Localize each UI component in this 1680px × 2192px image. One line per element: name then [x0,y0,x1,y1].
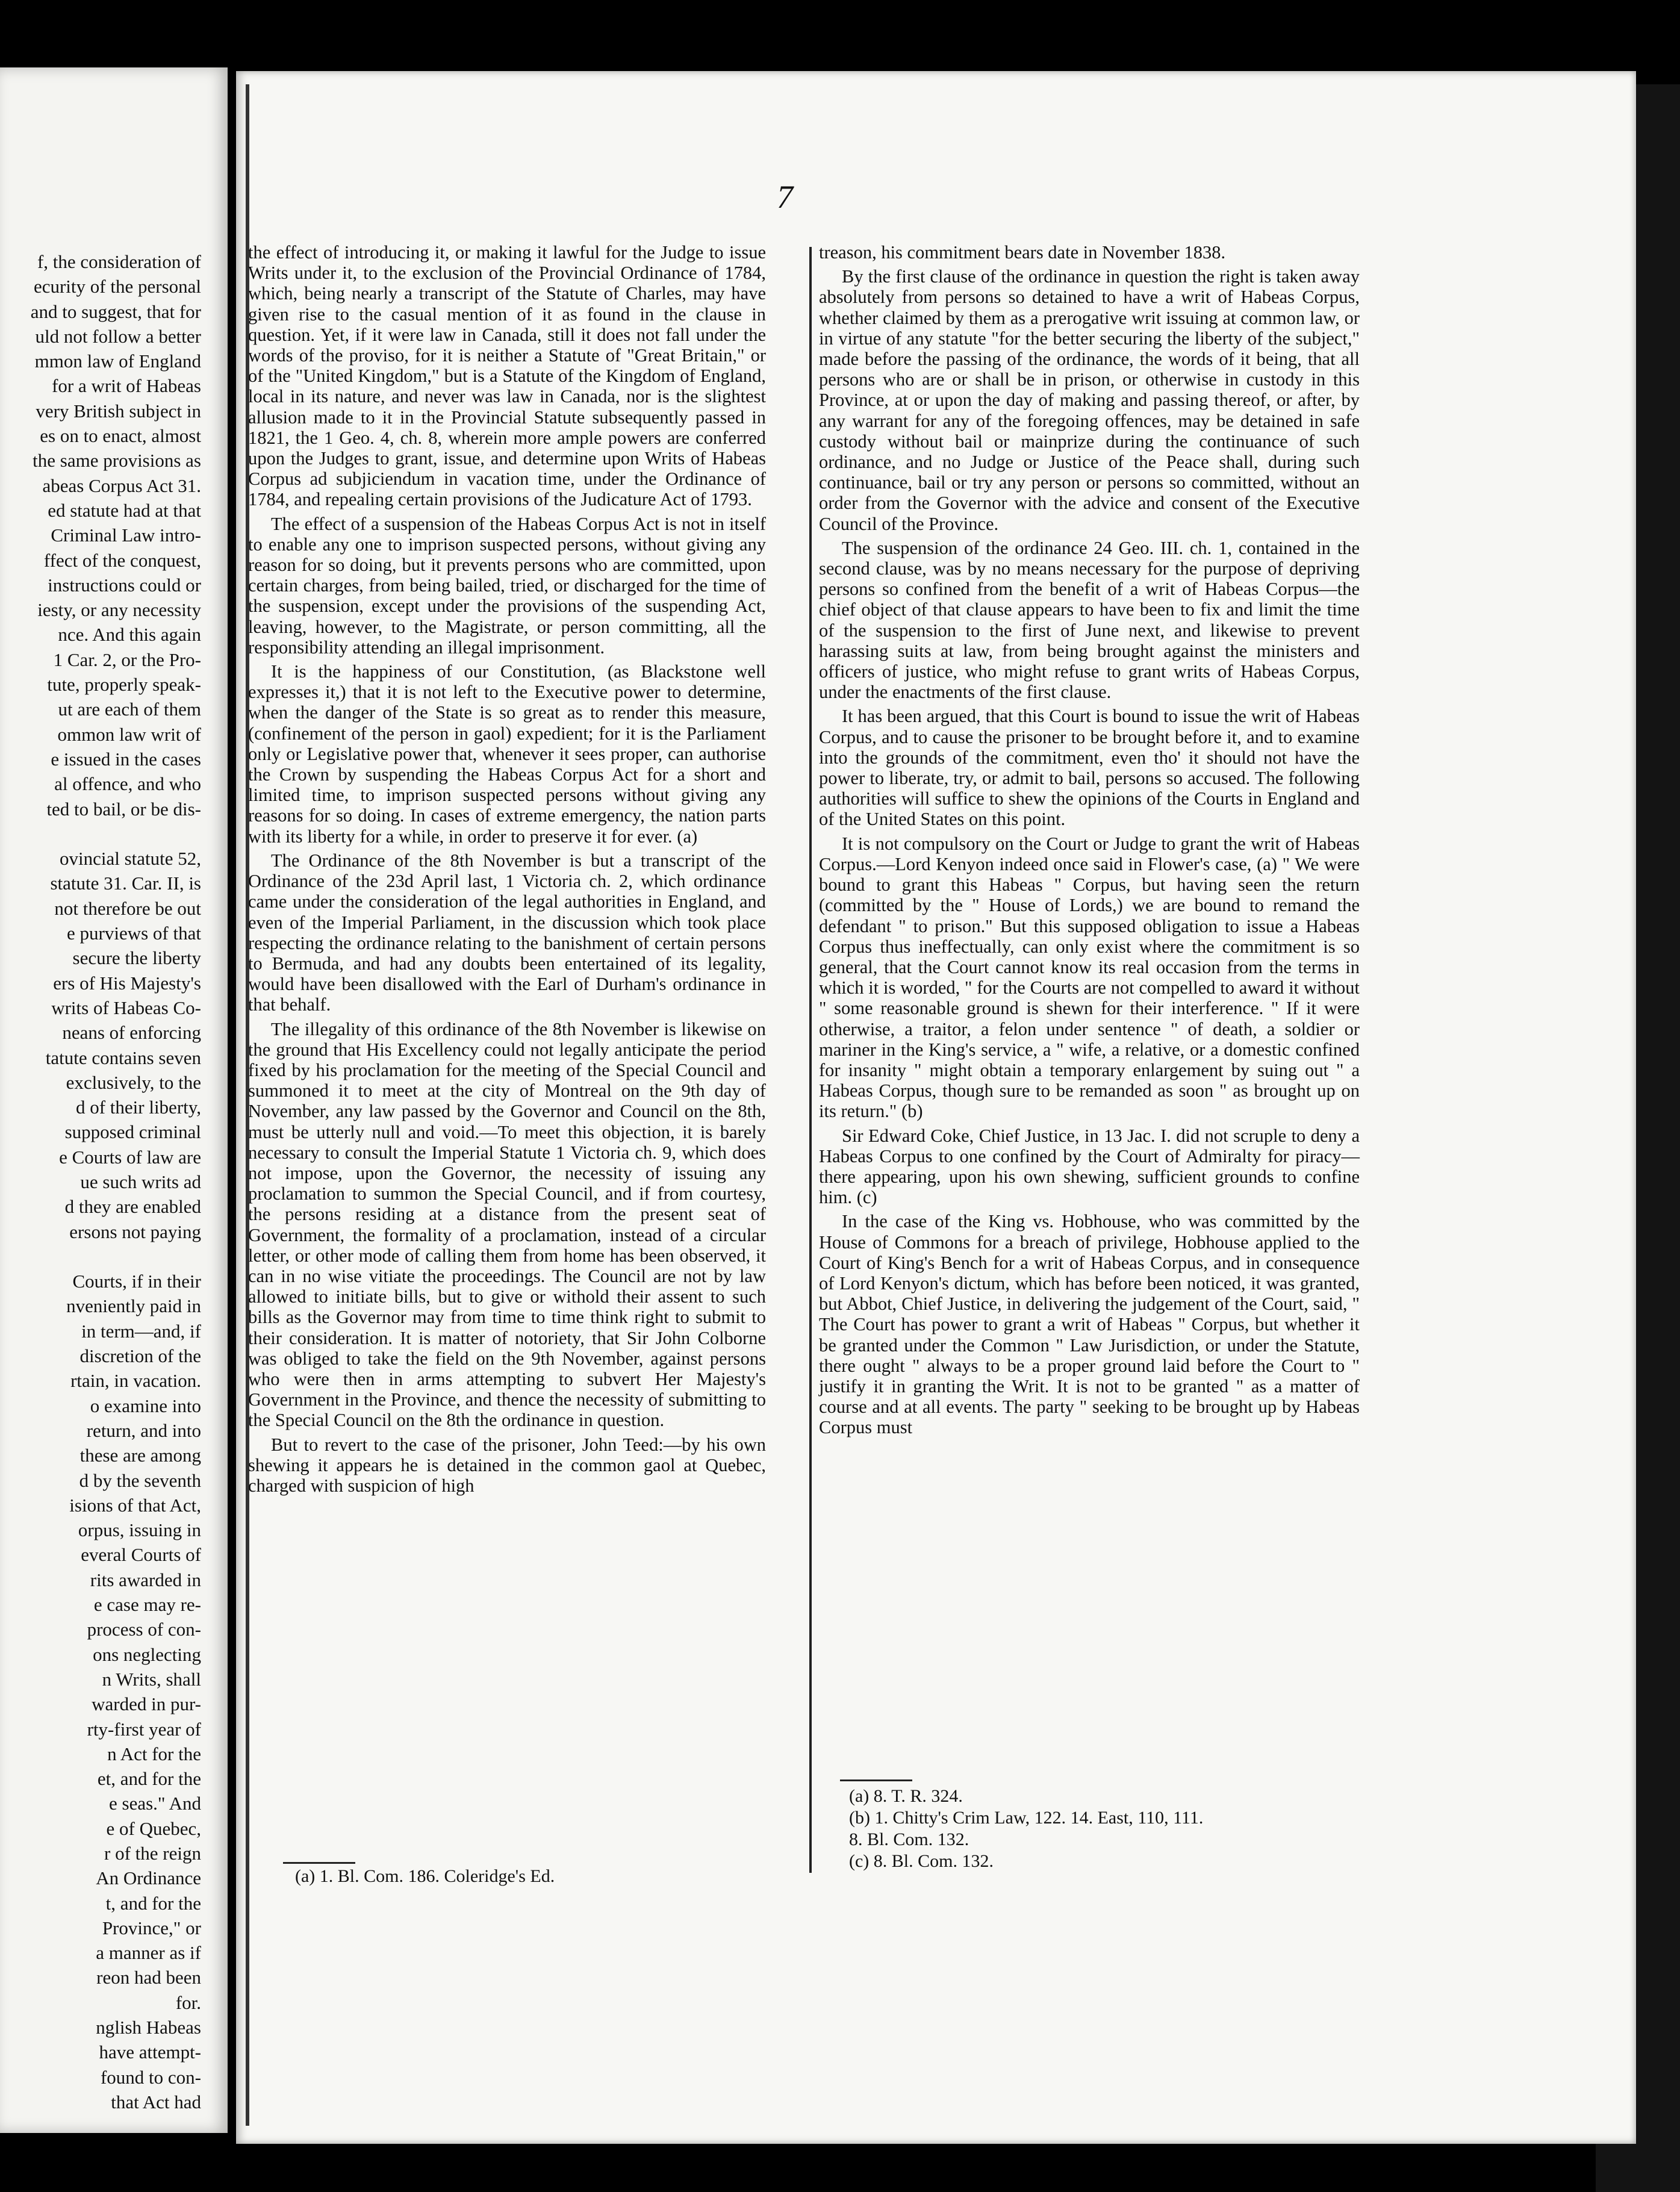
left-page-line: rty-first year of [87,1718,201,1740]
left-page-line: et, and for the [97,1768,201,1790]
left-page-line: reon had been [96,1967,201,1988]
left-page-line: nveniently paid in [66,1295,201,1317]
left-page-line: e case may re- [93,1594,201,1616]
left-page-line: e seas." And [109,1793,201,1814]
paragraph: The suspension of the ordinance 24 Geo. III. ch. 1, contained in the second clause, was by no means necessary for the purpose of depriving persons so confined from the benefit of a writ of Habeas Corpus—the chief object of that clause appears to have been to fix and limit the time of the suspension to the first of June next, and likewise to prevent harassing suits at law, from being brought against the ministers and officers of justice, who might refuse to grant writs of Habeas Corpus, under the enactments of the first clause. [819,537,1360,703]
left-page-line: ovincial statute 52, [59,848,201,870]
page-number: 7 [777,179,793,215]
left-page-line: not therefore be out [54,897,201,919]
left-page-line: nglish Habeas [96,2017,201,2038]
left-page-line: statute 31. Car. II, is [50,873,201,894]
left-page-line: n Act for the [107,1743,201,1764]
footnotes-middle [295,1866,555,1887]
paragraph: It is not compulsory on the Court or Judge to grant the writ of Habeas Corpus.—Lord Kenyon indeed once said in Flower's case, (a) " We were bound to grant this Habeas " Corpus, but having seen the return (committed by the " House of Lords,) we are bound to remand the defendant " to prison." But this supposed obligation to issue a Habeas Corpus thus ineffectually, can only exist where the commitment is so general, that the Court cannot know its real occasion from the terms in which it is worded, " for the Courts are not compelled to award it without " some reasonable ground is shewn for their interference. " If it were otherwise, a traitor, a felon under sentence " of death, a soldier or mariner in the King's service, a " wife, a relative, or a domestic confined for insanity " might obtain a temporary enlargement by suing out " a Habeas Corpus, though sure to be remanded as soon " as brought up on its return." (b) [819,833,1360,1122]
left-page-line: warded in pur- [92,1693,201,1715]
left-page-line: ffect of the conquest, [43,549,201,571]
left-page-line: very British subject in [36,400,201,422]
left-page-line: e purviews of that [67,923,201,944]
footnote-line: (a) 1. Bl. Com. 186. Coleridge's Ed. [295,1866,555,1886]
paragraph: The Ordinance of the 8th November is but a transcript of the Ordinance of the 23d April last, 1 Victoria ch. 2, which ordinance came under the consideration of the legal authorities in England, and even of the Imperial Parliament, in the discussion which took place respecting the ordinance relating to the banishment of certain persons to Bermuda, and had any doubts been entertained of its legality, would have been disallowed with the Earl of Durham's ordinance in that behalf. [248,850,766,1015]
left-page-line: everal Courts of [81,1544,201,1566]
paragraph: It has been argued, that this Court is bound to issue the writ of Habeas Corpus, and to cause the prisoner to be brought before it, and to examine into the grounds of the commitment, even tho' it should not have the power to liberate, try, or admit to bail, persons so accused. The following authorities will suffice to shew the opinions of the Courts in England and of the United States on this point. [819,706,1360,830]
left-page-text [10,249,201,2114]
left-page-line: d by the seventh [79,1469,201,1491]
left-page-line: abeas Corpus Act 31. [42,475,201,496]
left-page-line: secure the liberty [72,947,201,969]
left-page-line: for a writ of Habeas [52,375,201,397]
left-page-fragment [0,67,228,2133]
footnotes-right [849,1786,1203,1872]
footnote-line: (a) 8. T. R. 324. [849,1786,963,1806]
left-page-line: iesty, or any necessity [37,599,201,621]
left-page-line: An Ordinance [96,1867,201,1889]
left-page-line: instructions could or [48,574,201,596]
left-page-line: r of the reign [104,1843,201,1864]
left-page-line: t, and for the [105,1892,201,1914]
left-page-line [10,821,201,846]
footnote-rule-middle [283,1862,355,1864]
left-page-line: rtain, in vacation. [70,1370,201,1392]
left-page-line: uld not follow a better [35,325,201,347]
left-page-line: al offence, and who [54,773,201,795]
left-page-line: exclusively, to the [66,1071,201,1093]
left-page-line: ue such writs ad [80,1171,201,1192]
paragraph: It is the happiness of our Constitution, (as Blackstone well expresses it,) that it is not left to the Executive power to determine, when the danger of the State is so great as to render this measure, (confinement of the person in gaol) expedient; for it is the Parliament only or Legislative power that, whenever it sees proper, can authorise the Crown by suspending the Habeas Corpus Act for a short and limited time, to imprison suspected persons without giving any reasons for so doing. In cases of extreme emergency, the nation parts with its liberty for a while, in order to preserve it for ever. (a) [248,661,766,847]
left-page-line: ut are each of them [58,699,201,720]
footnote-rule-right [840,1779,912,1781]
left-page-line: in term—and, if [81,1320,201,1342]
left-page-line: ers of His Majesty's [53,972,201,994]
left-page-line: found to con- [100,2066,201,2088]
left-page-line: discretion of the [79,1345,201,1367]
left-page-line: e of Quebec, [106,1817,201,1839]
paragraph: But to revert to the case of the prisoner, John Teed:—by his own shewing it appears he is detained in the common gaol at Quebec, charged with suspicion of high [248,1434,766,1496]
left-page-line: orpus, issuing in [78,1519,201,1541]
footnote-line: (b) 1. Chitty's Crim Law, 122. 14. East, 110, 111. [849,1808,1204,1828]
left-page-line: a manner as if [96,1942,201,1964]
paragraph: The illegality of this ordinance of the 8th November is likewise on the ground that His Excellency could not legally anticipate the period fixed by his proclamation for the meeting of the Special Council and summoned it to meet at the city of Montreal on the 9th day of November, any law passed by the Governor and Council on the 8th, must be utterly null and void.—To meet this objection, it is barely necessary to consult the Imperial Statute 1 Victoria ch. 9, which does not impose, upon the Governor, the necessity of issuing any proclamation to summon the Special Council, and if from courtesy, the persons residing at a distance from the present seat of Government, the formality of a proclamation, instead of a circular letter, or other mode of calling them from home has been observed, it can in no wise vitiate the proceedings. The Council are not by law allowed to initiate bills, but to give or withold their assent to such bills as the Governor may from time to time think right to submit to their consideration. It is matter of notoriety, that Sir John Colborne was obliged to take the field on the 9th November, against persons who were then in arms attempting to subvert Her Majesty's Government in the Province, and thence the necessity of submitting to the Special Council on the 8th the ordinance in question. [248,1018,766,1431]
paragraph: treason, his commitment bears date in November 1838. [819,242,1226,263]
left-page-line: d they are enabled [64,1196,201,1218]
left-page-line: f, the consideration of [37,251,201,272]
left-page-line: have attempt- [99,2041,201,2063]
left-page-line: e issued in the cases [51,748,201,770]
left-page-line: writs of Habeas Co- [51,997,201,1018]
left-page-line [10,1244,201,1269]
right-column [819,242,1360,1438]
left-page-line: ommon law writ of [57,723,201,745]
left-page-line: the same provisions as [33,450,201,472]
paragraph: Sir Edward Coke, Chief Justice, in 13 Jac. I. did not scruple to deny a Habeas Corpus to one confined by the Court of Admiralty for piracy—there appearing, upon his own shewing, sufficient grounds to confine him. (c) [819,1125,1360,1208]
left-page-line: o examine into [90,1395,201,1416]
left-page-line: supposed criminal [64,1121,201,1143]
left-page-line: ons neglecting [93,1643,201,1665]
left-page-line: mmon law of England [34,350,201,372]
left-page-line: d of their liberty, [75,1097,201,1118]
paragraph: The effect of a suspension of the Habeas Corpus Act is not in itself to enable any one to imprison suspected persons, without giving any reason for so doing, but it prevents persons who are committed, upon certain charges, from being bailed, tried, or discharged for the time of the suspension, except under the provisions of the suspending Act, leaving, however, to the Magistrate, or person committing, all the responsibility attending an illegal imprisonment. [248,513,766,658]
left-page-line: nce. And this again [58,624,201,646]
left-page-line: rits awarded in [90,1569,201,1590]
left-page-line: ersons not paying [69,1221,201,1242]
left-page-line: neans of enforcing [62,1022,201,1044]
footnote-line: 8. Bl. Com. 132. [849,1829,969,1849]
left-page-line: e Courts of law are [59,1146,201,1168]
paragraph: the effect of introducing it, or making it lawful for the Judge to issue Writs under it, to the exclusion of the Provincial Ordinance of 1784, which, being nearly a transcript of the Statute of Charles, may have given rise to the casual mention of it as found in the clause in question. Yet, if it were law in Canada, still it does not fall under the words of the proviso, for it is neither a Statute of "Great Britain," or of the "United Kingdom," but is a Statute of the Kingdom of England, local in its nature, and never was law in Canada, nor is the slightest allusion made to it in the Provincial Statute subsequently passed in 1821, the 1 Geo. 4, ch. 8, wherein more ample powers are conferred upon the Judges to grant, issue, and determine upon Writs of Habeas Corpus ad subjiciendum in vacation time, under the Ordinance of 1784, and repealing certain provisions of the Judicature Act of 1793. [248,242,766,510]
left-page-line: ted to bail, or be dis- [46,798,201,820]
left-page-line: for. [175,1991,201,2013]
paragraph: By the first clause of the ordinance in question the right is taken away absolutely from persons so detained to have a writ of Habeas Corpus, whether claimed by them as a prerogative writ issuing at common law, or in virtue of any statute "for the better securing the liberty of the subject," made before the passing of the ordinance, the words of it being, that all persons who are or shall be in prison, or otherwise in custody in this Province, at or upon the day of making and passing thereof, or after, by any warrant for any of the foregoing offences, may be detained in safe custody without bail or mainprize during the continuance of such ordinance, and no Judge or Justice of the Peace shall, during such continuance, bail or try any person or persons so committed, without an order from the Governor with the advice and consent of the Executive Council of the Province. [819,266,1360,534]
left-page-line: process of con- [87,1619,201,1640]
paragraph: In the case of the King vs. Hobhouse, who was committed by the House of Commons for a breach of privilege, Hobhouse applied to the Court of King's Bench for a writ of Habeas Corpus, and in consequence of Lord Kenyon's dictum, which has before been noticed, it was granted, but Abbot, Chief Justice, in delivering the judgement of the Court, said, " The Court has power to grant a writ of Habeas " Corpus, but whether it be granted under the Common " Law Jurisdiction, or under the Statute, there ought " always to be a proper ground laid before the Court to " justify it in granting the Writ. It is not to be granted " as a matter of course and at all events. The party " seeking to be brought up by Habeas Corpus must [819,1211,1360,1438]
left-page-line: es on to enact, almost [40,425,201,447]
left-page-line: Criminal Law intro- [51,525,201,546]
column-rule [809,247,812,1873]
left-page-line: 1 Car. 2, or the Pro- [53,649,201,670]
left-page-line: return, and into [86,1419,201,1441]
left-page-line: Courts, if in their [72,1271,201,1292]
left-page-line: n Writs, shall [102,1668,201,1690]
left-page-line: that Act had [111,2091,201,2113]
middle-column [248,242,766,1496]
left-page-line: ecurity of the personal [33,276,201,297]
left-page-line: and to suggest, that for [30,300,201,322]
left-page-line: tute, properly speak- [47,674,201,696]
left-page-line: ed statute had at that [48,499,201,521]
left-page-line: Province," or [102,1917,201,1938]
left-page-line: isions of that Act, [69,1494,201,1516]
footnote-line: (c) 8. Bl. Com. 132. [849,1851,994,1871]
left-page-line: tatute contains seven [45,1047,201,1068]
left-page-line: these are among [79,1445,201,1466]
